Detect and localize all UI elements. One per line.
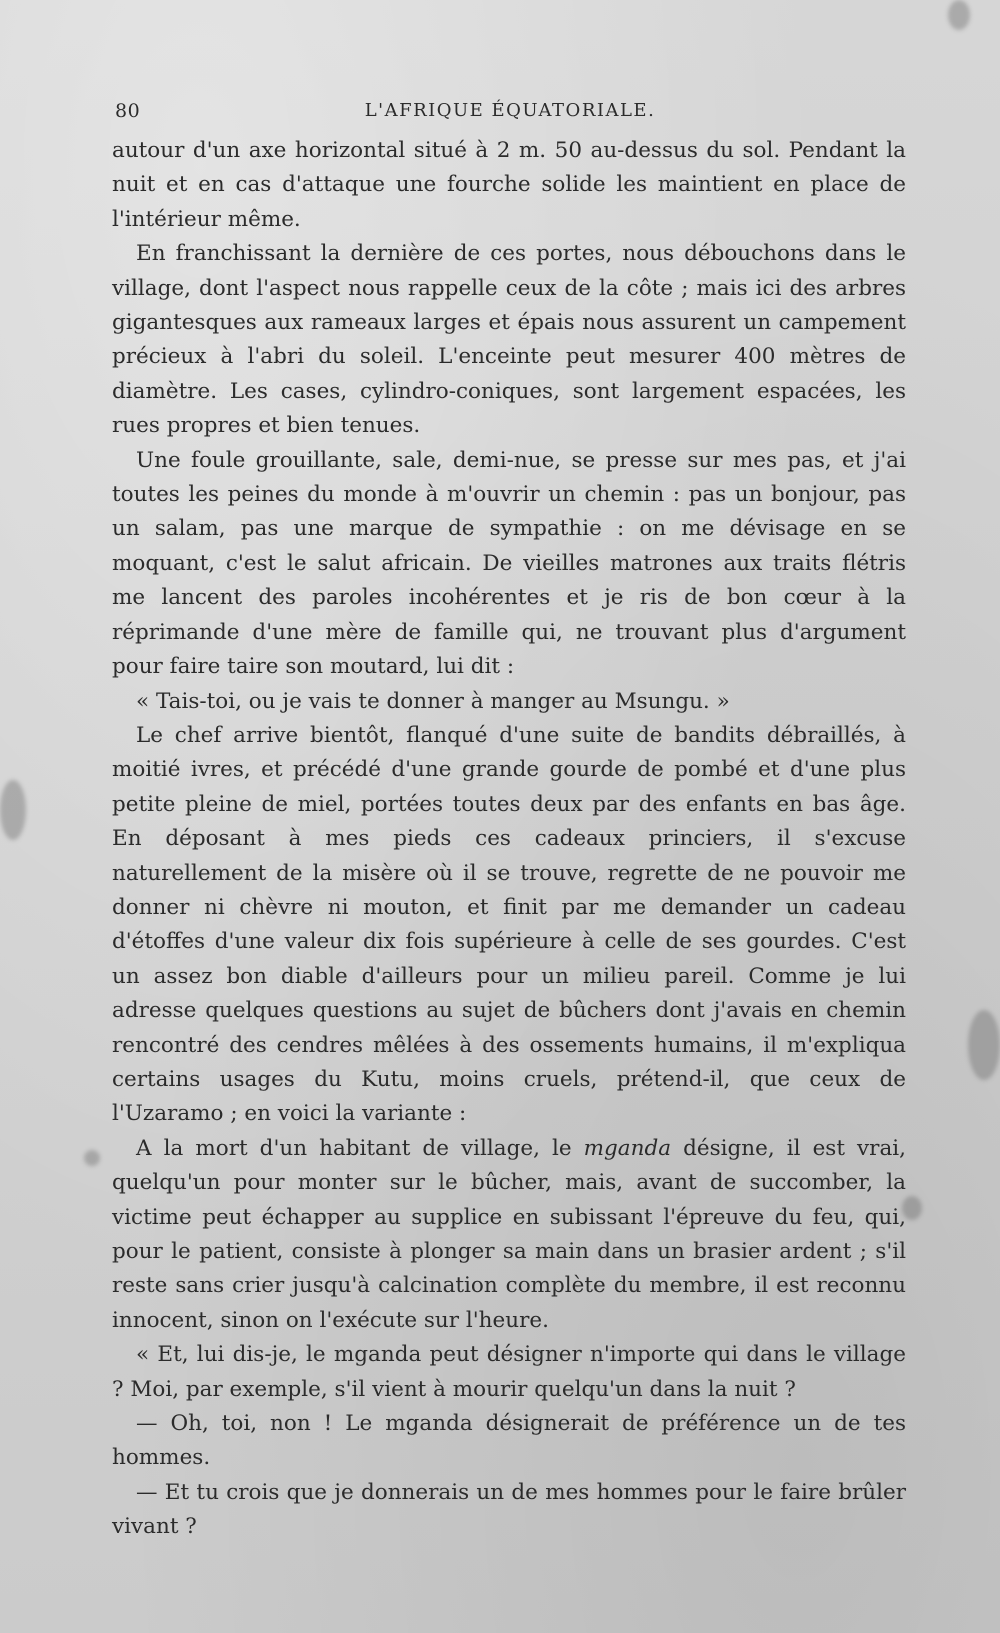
paragraph: autour d'un axe horizontal situé à 2 m. 50 au-dessus du sol. Pendant la nuit et en cas d'attaque une fourche solide les maintient en place de l'intérieur même. — [112, 138, 906, 232]
running-title: L'AFRIQUE ÉQUATORIALE. — [364, 100, 656, 121]
page-stain — [948, 0, 970, 30]
paragraph: Une foule grouillante, sale, demi-nue, se presse sur mes pas, et j'ai toutes les peines du monde à m'ouvrir un chemin : pas un bonjour, pas un salam, pas une marque de sympathie : on me dévisage en se moquant, c'est le salut africain. De vieilles matrones aux traits flétris me lancent des paroles incohérentes et je ris de bon cœur à la réprimande d'une mère de famille qui, ne trouvant plus d'argument pour faire taire son moutard, lui dit : — [112, 447, 906, 680]
page-stain — [84, 1150, 100, 1166]
paragraph: Le chef arrive bientôt, flanqué d'une suite de bandits débraillés, à moitié ivres, et précédé d'une grande gourde de pombé et d'une plus petite pleine de miel, portées toutes deux par des enfants en bas âge. En déposant à mes pieds ces cadeaux princiers, il s'excuse naturellement de la misère où il se trouve, regrette de ne pouvoir me donner ni chèvre ni mouton, et finit par me demander un cadeau d'étoffes d'une valeur dix fois supérieure à celle de ses gourdes. C'est un assez bon diable d'ailleurs pour un milieu pareil. Comme je lui adresse quelques questions au sujet de bûchers dont j'avais en chemin rencontré des cendres mêlées à des ossements humains, il m'expliqua certains usages du Kutu, moins cruels, prétend-il, que ceux de l'Uzaramo ; en voici la variante : — [112, 722, 906, 1127]
paragraph-text: A la mort d'un habitant de village, le — [136, 1135, 584, 1161]
paragraph: « Tais-toi, ou je vais te donner à manger au Msungu. » — [136, 688, 730, 714]
page-number: 80 — [115, 100, 141, 122]
page-stain — [968, 1010, 1000, 1080]
paragraph: En franchissant la dernière de ces portes, nous débouchons dans le village, dont l'aspect nous rappelle ceux de la côte ; mais ici des arbres gigantesques aux rameaux larges et épais nous assurent un campement précieux à l'abri du soleil. L'enceinte peut mesurer 400 mètres de diamètre. Les cases, cylindro-coniques, sont largement espacées, les rues propres et bien tenues. — [112, 241, 906, 439]
paragraph-text: désigne, il est vrai, quelqu'un pour monter sur le bûcher, mais, avant de succomber, la victime peut échapper au supplice en subissant l'épreuve du feu, qui, pour le patient, consiste à plonger sa main dans un brasier ardent ; s'il reste sans crier jusqu'à calcination complète du membre, il est reconnu innocent, sinon on l'exécute sur l'heure. — [112, 1135, 906, 1333]
page-stain — [0, 780, 26, 840]
dialogue-line: « Et, lui dis-je, le mganda peut désigner n'importe qui dans le village ? Moi, par exemple, s'il vient à mourir quelqu'un dans la nuit ? — [112, 1342, 906, 1402]
dialogue-line: — Et tu crois que je donnerais un de mes hommes pour le faire brûler vivant ? — [112, 1479, 906, 1540]
page-header — [115, 100, 905, 126]
italic-term: mganda — [583, 1135, 672, 1161]
paragraph-mganda — [112, 1132, 906, 1338]
body-text — [112, 134, 906, 1545]
dialogue-line: — Oh, toi, non ! Le mganda désignerait de préférence un de tes hommes. — [112, 1411, 906, 1471]
